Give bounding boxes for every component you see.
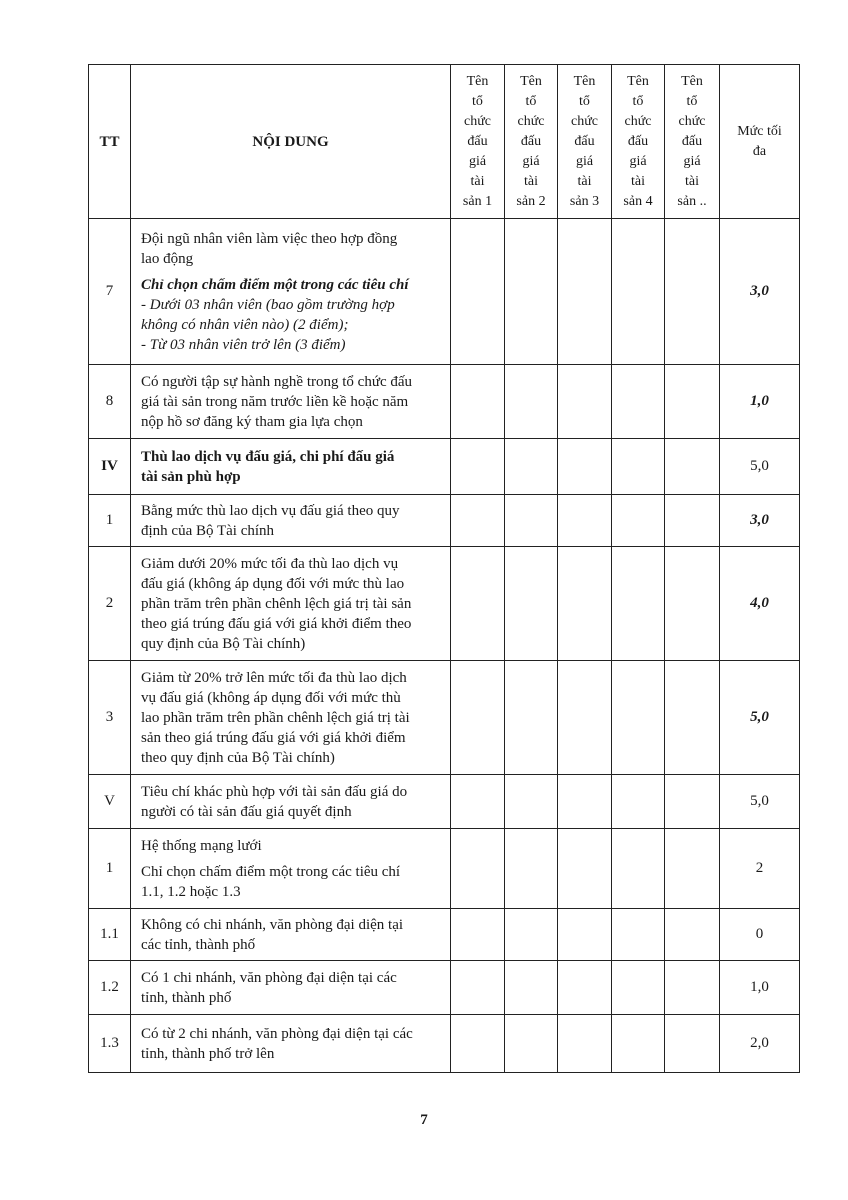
org-score-cell[interactable] [505,495,558,547]
org-score-cell[interactable] [665,775,720,829]
org-score-cell[interactable] [451,219,505,365]
row-content [131,219,451,365]
row-content [131,909,451,961]
table-row [89,909,800,961]
content-line: Thù lao dịch vụ đấu giá, chi phí đấu giá [141,448,395,465]
row-content [131,775,451,829]
org-score-cell[interactable] [505,439,558,495]
header-org-word: đấu [520,133,542,149]
header-org-word: Tên [520,73,542,89]
header-org-word: chức [624,113,652,129]
content-line: Không có chi nhánh, văn phòng đại diện tại [141,916,404,933]
table-header-row [89,65,800,219]
header-org-word: giá [575,153,594,169]
header-org-word: đấu [681,133,703,149]
header-org-word: tài [470,173,485,189]
content-line: Chỉ chọn chấm điểm một trong các tiêu chí [141,863,401,880]
header-org-word: giá [468,153,487,169]
content-line: các tỉnh, thành phố [141,936,256,953]
org-score-cell[interactable] [665,961,720,1015]
header-org-word: sản 1 [462,193,493,209]
header-content: NỘI DUNG [131,65,451,219]
org-score-cell[interactable] [558,661,612,775]
content-line: Có từ 2 chi nhánh, văn phòng đại diện tại các [141,1025,413,1042]
header-org-5 [665,65,720,219]
org-score-cell[interactable] [612,661,665,775]
org-score-cell[interactable] [451,661,505,775]
max-score: 4,0 [720,547,800,661]
table-row [89,1015,800,1073]
content-line: Có người tập sự hành nghề trong tổ chức đấu [141,373,413,390]
org-score-cell[interactable] [505,1015,558,1073]
org-score-cell[interactable] [558,1015,612,1073]
content-line: tài sản phù hợp [141,468,241,485]
content-line: - Từ 03 nhân viên trở lên (3 điểm) [141,336,346,353]
header-org-word: đấu [627,133,649,149]
row-number: 1.1 [89,909,131,961]
header-org-word: tổ [472,93,483,109]
content-line: lao phần trăm trên phần chênh lệch giá trị tài [141,709,410,726]
org-score-cell[interactable] [558,961,612,1015]
org-score-cell[interactable] [505,661,558,775]
org-score-cell[interactable] [665,829,720,909]
table-row [89,661,800,775]
content-line: người có tài sản đấu giá quyết định [141,803,352,820]
header-org-word: chức [517,113,545,129]
header-org-word: sản 3 [569,193,600,209]
org-score-cell[interactable] [612,829,665,909]
org-score-cell[interactable] [665,439,720,495]
content-line: không có nhân viên nào) (2 điểm); [141,316,349,333]
max-score: 3,0 [720,495,800,547]
content-line: Chỉ chọn chấm điểm một trong các tiêu chí [141,276,409,293]
max-score: 0 [720,909,800,961]
header-org-word: chức [678,113,706,129]
content-line: vụ đấu giá (không áp dụng đối với mức thù [141,689,401,706]
header-org-word: Tên [681,73,703,89]
content-line: Bằng mức thù lao dịch vụ đấu giá theo quy [141,502,400,519]
header-max-score [720,65,800,219]
max-score: 1,0 [720,961,800,1015]
row-content [131,547,451,661]
table-row [89,775,800,829]
header-org-word: sản 4 [623,193,653,209]
org-score-cell[interactable] [451,547,505,661]
header-org-word: tài [577,173,592,189]
org-score-cell[interactable] [451,495,505,547]
header-org-word: tổ [686,93,698,109]
header-org-1 [451,65,505,219]
org-score-cell[interactable] [665,909,720,961]
row-number: 1.3 [89,1015,131,1073]
org-score-cell[interactable] [451,775,505,829]
content-line: theo quy định của Bộ Tài chính) [141,749,335,766]
table-row [89,547,800,661]
row-number: V [89,775,131,829]
org-score-cell[interactable] [612,495,665,547]
table-row [89,495,800,547]
org-score-cell[interactable] [612,961,665,1015]
header-org-2 [505,65,558,219]
header-org-word: giá [683,153,701,169]
org-score-cell[interactable] [451,439,505,495]
content-line: theo giá trúng đấu giá với giá khởi điểm theo [141,615,412,632]
table-row [89,829,800,909]
row-content [131,961,451,1015]
header-tt: TT [89,65,131,219]
org-score-cell[interactable] [451,1015,505,1073]
row-content [131,365,451,439]
max-score: 5,0 [720,661,800,775]
org-score-cell[interactable] [505,219,558,365]
header-org-word: đấu [467,133,488,149]
header-org-word: tài [685,173,699,189]
content-line: quy định của Bộ Tài chính) [141,635,306,652]
header-max-word: đa [752,143,767,159]
header-org-word: sản .. [677,193,707,209]
org-score-cell[interactable] [612,439,665,495]
header-org-word: tổ [632,93,644,109]
content-line: giá tài sản trong năm trước liền kề hoặc năm [141,393,409,410]
scoring-table [88,64,800,1073]
org-score-cell[interactable] [451,365,505,439]
page-number: 7 [420,1112,428,1128]
header-org-4 [612,65,665,219]
table-row [89,439,800,495]
header-org-word: tài [631,173,645,189]
org-score-cell[interactable] [612,365,665,439]
row-number: 2 [89,547,131,661]
max-score: 5,0 [720,775,800,829]
org-score-cell[interactable] [451,829,505,909]
header-org-word: Tên [466,73,489,89]
org-score-cell[interactable] [558,495,612,547]
org-score-cell[interactable] [665,365,720,439]
max-score: 5,0 [720,439,800,495]
header-org-word: Tên [627,73,649,89]
content-line: Giảm từ 20% trở lên mức tối đa thù lao dịch [141,669,407,686]
header-org-word: giá [522,153,540,169]
org-score-cell[interactable] [612,219,665,365]
row-number: 7 [89,219,131,365]
org-score-cell[interactable] [505,829,558,909]
org-score-cell[interactable] [612,1015,665,1073]
org-score-cell[interactable] [665,1015,720,1073]
header-org-word: giá [629,153,647,169]
row-number: 1.2 [89,961,131,1015]
row-number: IV [89,439,131,495]
header-org-word: Tên [573,73,596,89]
max-score: 2,0 [720,1015,800,1073]
header-org-word: tổ [525,93,537,109]
content-line: đấu giá (không áp dụng đối với mức thù lao [141,575,405,592]
org-score-cell[interactable] [665,219,720,365]
content-line: tỉnh, thành phố trở lên [141,1045,275,1062]
content-line: Giảm dưới 20% mức tối đa thù lao dịch vụ [141,555,399,572]
org-score-cell[interactable] [505,547,558,661]
header-org-word: sản 2 [516,193,546,209]
table-row [89,365,800,439]
content-line: định của Bộ Tài chính [141,522,275,539]
row-content [131,661,451,775]
content-line: Đội ngũ nhân viên làm việc theo hợp đồng [141,230,398,247]
row-content [131,1015,451,1073]
content-line: nộp hồ sơ đăng ký tham gia lựa chọn [141,413,363,430]
row-number: 8 [89,365,131,439]
content-line: phần trăm trên phần chênh lệch giá trị tài sản [141,595,412,612]
org-score-cell[interactable] [665,661,720,775]
org-score-cell[interactable] [558,775,612,829]
org-score-cell[interactable] [505,909,558,961]
content-line: sản theo giá trúng đấu giá với giá khởi điểm [141,729,406,746]
org-score-cell[interactable] [558,909,612,961]
org-score-cell[interactable] [558,439,612,495]
row-content [131,829,451,909]
row-number: 1 [89,495,131,547]
max-score: 1,0 [720,365,800,439]
max-score: 2 [720,829,800,909]
table-body [89,219,800,1073]
header-org-word: tài [524,173,538,189]
org-score-cell[interactable] [612,775,665,829]
org-score-cell[interactable] [558,829,612,909]
content-line: Có 1 chi nhánh, văn phòng đại diện tại các [141,969,397,986]
org-score-cell[interactable] [505,961,558,1015]
org-score-cell[interactable] [612,909,665,961]
org-score-cell[interactable] [505,365,558,439]
row-content [131,495,451,547]
table-row [89,961,800,1015]
org-score-cell[interactable] [665,547,720,661]
header-org-word: chức [463,113,491,129]
content-line: Tiêu chí khác phù hợp với tài sản đấu giá do [141,783,408,800]
org-score-cell[interactable] [505,775,558,829]
table-row [89,219,800,365]
row-content [131,439,451,495]
org-score-cell[interactable] [558,365,612,439]
header-org-word: chức [570,113,598,129]
org-score-cell[interactable] [558,219,612,365]
org-score-cell[interactable] [558,547,612,661]
row-number: 3 [89,661,131,775]
header-org-3 [558,65,612,219]
org-score-cell[interactable] [451,909,505,961]
content-line: Hệ thống mạng lưới [141,837,262,854]
org-score-cell[interactable] [612,547,665,661]
content-line: lao động [141,250,194,267]
max-score: 3,0 [720,219,800,365]
content-line: 1.1, 1.2 hoặc 1.3 [141,883,241,900]
row-number: 1 [89,829,131,909]
org-score-cell[interactable] [451,961,505,1015]
org-score-cell[interactable] [665,495,720,547]
header-max-word: Mức tối [737,123,782,139]
content-line: tỉnh, thành phố [141,989,232,1006]
header-org-word: đấu [574,133,595,149]
content-line: - Dưới 03 nhân viên (bao gồm trường hợp [141,296,395,313]
header-org-word: tổ [579,93,590,109]
